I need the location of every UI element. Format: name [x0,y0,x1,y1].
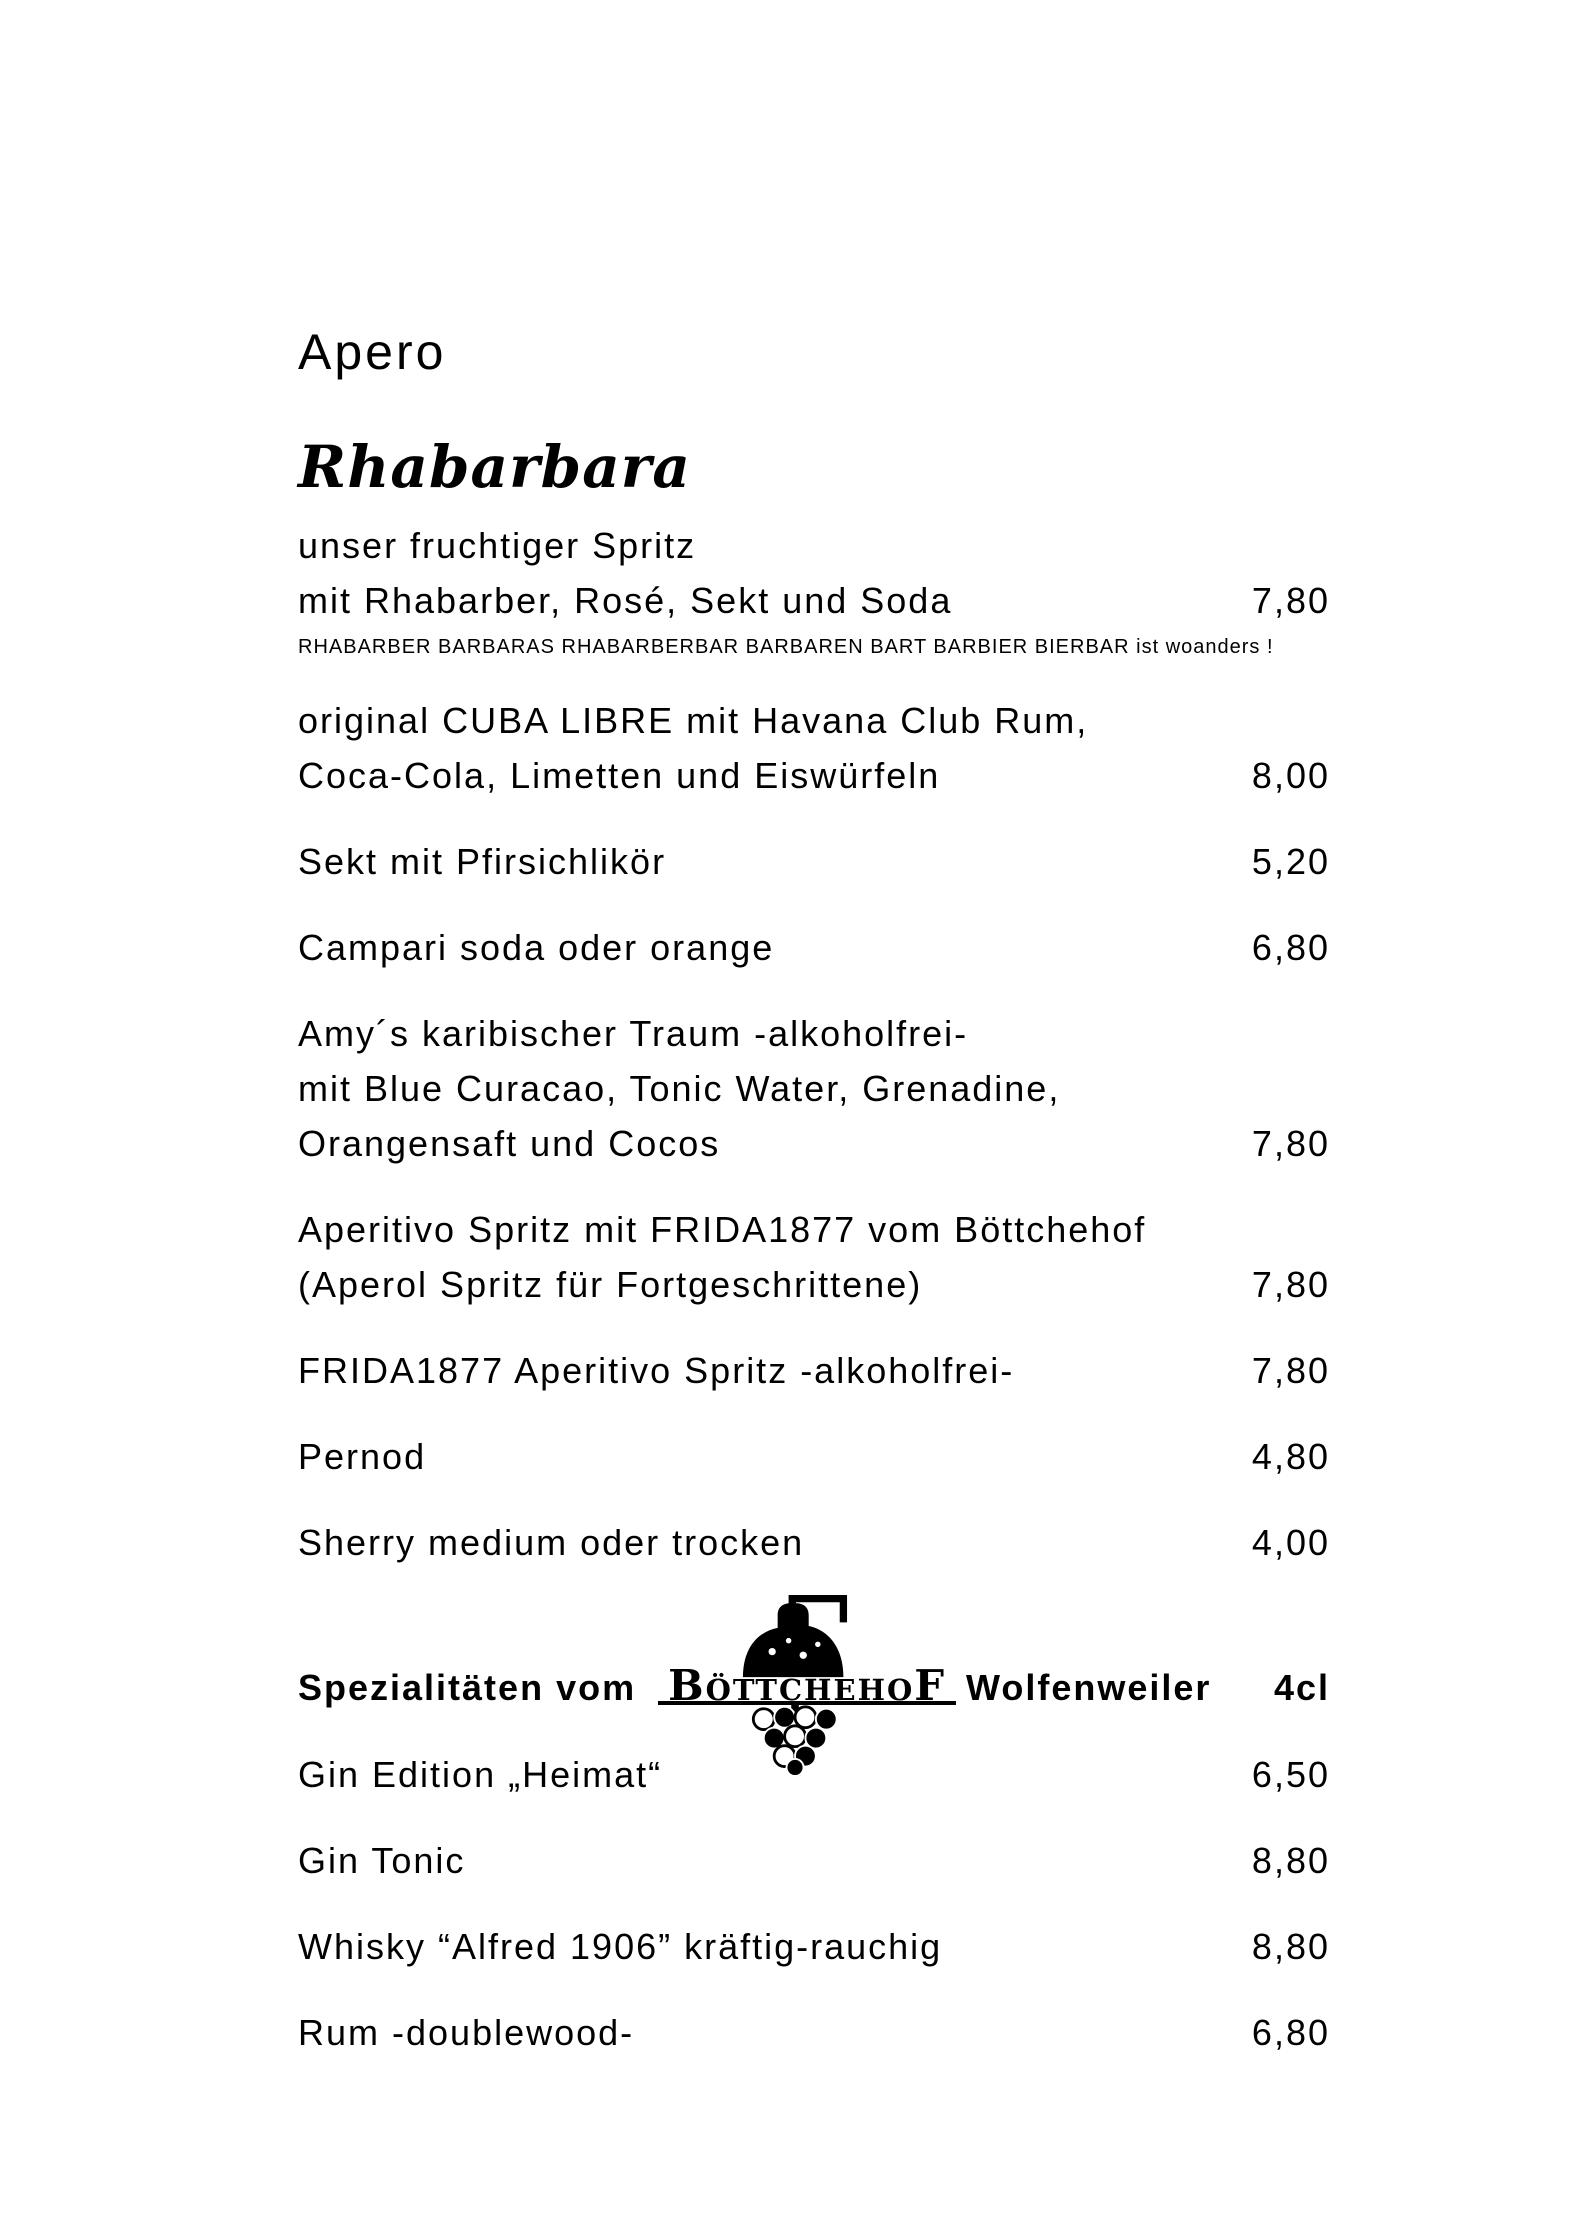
item-text: Gin Tonic [298,1840,466,1881]
item-line [298,2005,1330,2060]
menu-content [298,325,1330,2091]
item-text: Campari soda oder orange [298,927,775,968]
brand-logo-text: BöttchehoF [666,1658,948,1713]
menu-item [298,1006,1330,1171]
item-price: 4,80 [1251,1436,1330,1477]
item-price: 8,80 [1251,1926,1330,1967]
menu-item [298,2005,1330,2060]
item-text: Pernod [298,1436,427,1477]
item-text: Orangensaft und Cocos [298,1123,721,1164]
item-price: 8,80 [1251,1840,1330,1881]
item-price: 6,80 [1251,2012,1330,2053]
item-text: Aperitivo Spritz mit FRIDA1877 vom Böttchehof [298,1209,1147,1250]
menu-item [298,1202,1330,1312]
item-line [298,573,1330,628]
item-line [298,920,1330,975]
item-text: Whisky “Alfred 1906” kräftig-rauchig [298,1926,943,1967]
menu-item [298,693,1330,803]
item-text: Amy´s karibischer Traum -alkoholfrei- [298,1013,969,1054]
menu-item [298,518,1330,662]
item-text: Rum -doublewood- [298,2012,635,2053]
page-title: Apero [298,324,447,380]
item-text: unser fruchtiger Spritz [298,525,697,566]
brand-logo [666,1658,948,1715]
item-line [298,1833,1330,1888]
item-note: RHABARBER BARBARAS RHABARBERBAR BARBAREN BART BARBIER BIERBAR ist woanders ! [298,636,1274,658]
item-text: Gin Edition „Heimat“ [298,1754,663,1795]
grapes-icon [750,1704,842,1776]
item-line [298,518,1330,573]
item-line [298,1202,1330,1257]
item-text: (Aperol Spritz für Fortgeschrittene) [298,1264,923,1305]
item-text: Coca-Cola, Limetten und Eiswürfeln [298,755,941,796]
item-price: 7,80 [1251,1123,1330,1164]
item-line [298,1061,1330,1116]
specials-header [298,1658,1330,1715]
item-text: mit Rhabarber, Rosé, Sekt und Soda [298,580,953,621]
item-price: 7,80 [1251,580,1330,621]
menu-item [298,1833,1330,1888]
menu-item [298,1515,1330,1570]
item-line [298,693,1330,748]
item-line [298,1515,1330,1570]
menu-item [298,1919,1330,1974]
specials-unit: 4cl [1273,1667,1330,1708]
script-heading: Rhabarbara [298,433,691,501]
item-price: 6,80 [1251,927,1330,968]
menu-item [298,834,1330,889]
item-line [298,1116,1330,1171]
item-text: FRIDA1877 Aperitivo Spritz -alkoholfrei- [298,1350,1015,1391]
item-price: 7,80 [1251,1264,1330,1305]
item-price: 8,00 [1251,755,1330,796]
item-text: mit Blue Curacao, Tonic Water, Grenadine, [298,1068,1061,1109]
item-line [298,1257,1330,1312]
item-text: Sherry medium oder trocken [298,1522,805,1563]
item-price: 5,20 [1251,841,1330,882]
item-line [298,1006,1330,1061]
menu-item [298,920,1330,975]
item-line [298,748,1330,803]
item-price: 6,50 [1251,1754,1330,1795]
item-line [298,834,1330,889]
item-price: 7,80 [1251,1350,1330,1391]
menu-item [298,1429,1330,1484]
item-line [298,1429,1330,1484]
specials-prefix: Spezialitäten vom [298,1667,637,1708]
menu-item [298,1343,1330,1398]
item-text: original CUBA LIBRE mit Havana Club Rum, [298,700,1089,741]
item-line [298,1919,1330,1974]
item-line [298,1343,1330,1398]
item-text: Sekt mit Pfirsichlikör [298,841,667,882]
item-price: 4,00 [1251,1522,1330,1563]
specials-region: Wolfenweiler [966,1667,1212,1708]
